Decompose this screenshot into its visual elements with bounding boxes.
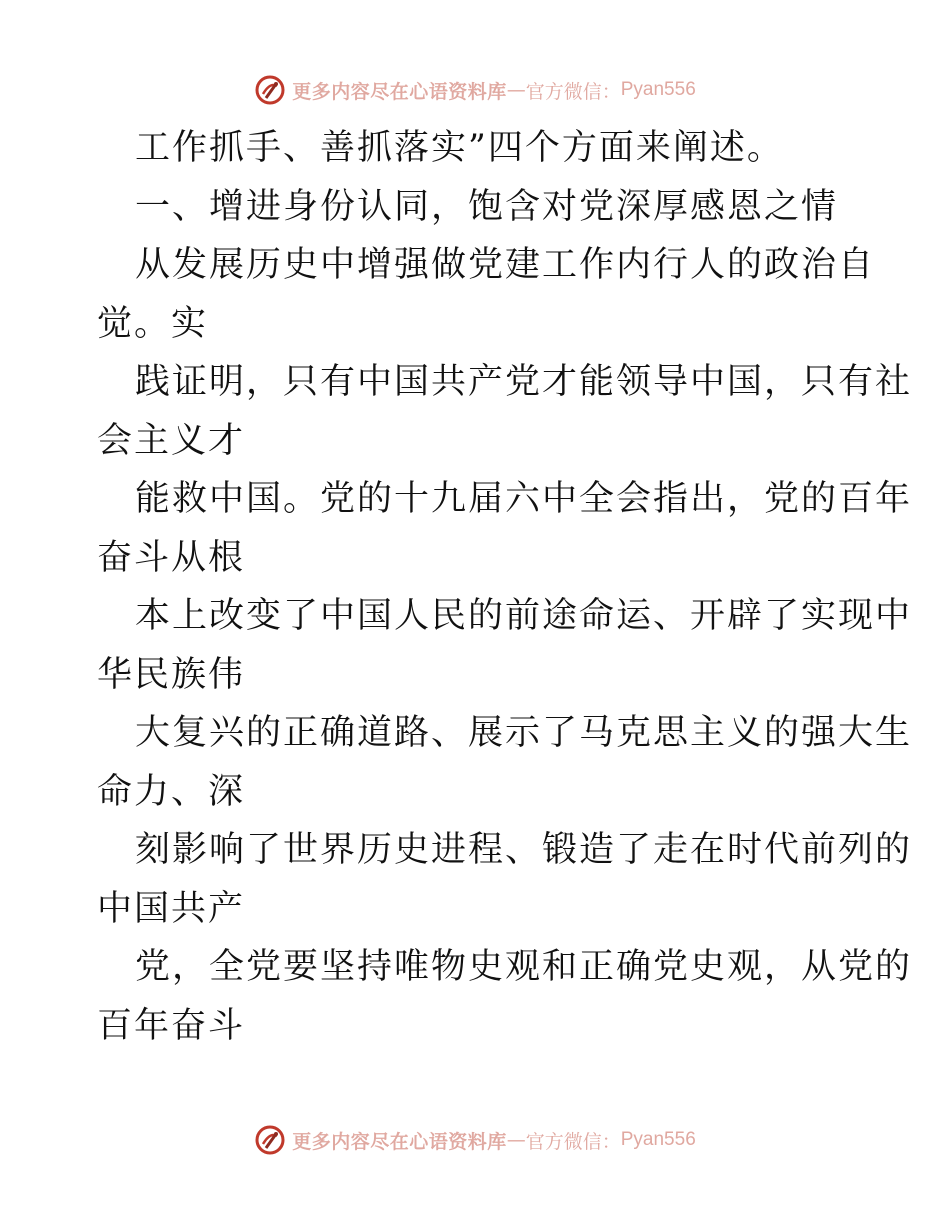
body-line: 践证明，只有中国共产党才能领导中国，只有社 [135,362,913,402]
banner-separator: — [506,79,526,101]
banner-wechat-label: 官方微信： [525,1130,621,1153]
body-line: 工作抓手、善抓落实”四个方面来阐述。 [135,128,784,168]
banner-wechat-id: Pyan556 [620,79,696,100]
body-line: 刻影响了世界历史进程、锻造了走在时代前列的 [135,830,913,870]
body-line: 会主义才 [97,420,246,461]
body-line: 大复兴的正确道路、展示了马克思主义的强大生 [135,713,913,753]
body-line: 从发展历史中增强做党建工作内行人的政治自 [135,245,876,285]
body-line: 百年奋斗 [97,1005,246,1046]
body-line: 华民族伟 [97,654,246,695]
banner-slogan: 更多内容尽在心语资料库 [292,80,507,103]
body-line: 命力、深 [97,771,246,812]
body-line: 觉。实 [97,303,209,344]
body-line: 奋斗从根 [97,537,246,578]
body-line: 中国共产 [97,888,246,929]
footer-banner [0,1120,950,1160]
banner-slogan: 更多内容尽在心语资料库 [292,1130,507,1153]
body-line: 党，全党要坚持唯物史观和正确党史观，从党的 [135,947,913,987]
banner-wechat-id: Pyan556 [620,1129,696,1150]
brand-logo-icon [254,74,286,106]
brand-logo-icon [254,1124,286,1156]
banner-separator: — [506,1129,526,1151]
section-heading: 一、增进身份认同，饱含对党深厚感恩之情 [135,186,839,227]
document-body [97,119,913,1055]
banner-wechat-label: 官方微信： [525,80,621,103]
body-line: 本上改变了中国人民的前途命运、开辟了实现中 [135,596,913,636]
header-banner [0,70,950,110]
body-line: 能救中国。党的十九届六中全会指出，党的百年 [135,479,913,519]
